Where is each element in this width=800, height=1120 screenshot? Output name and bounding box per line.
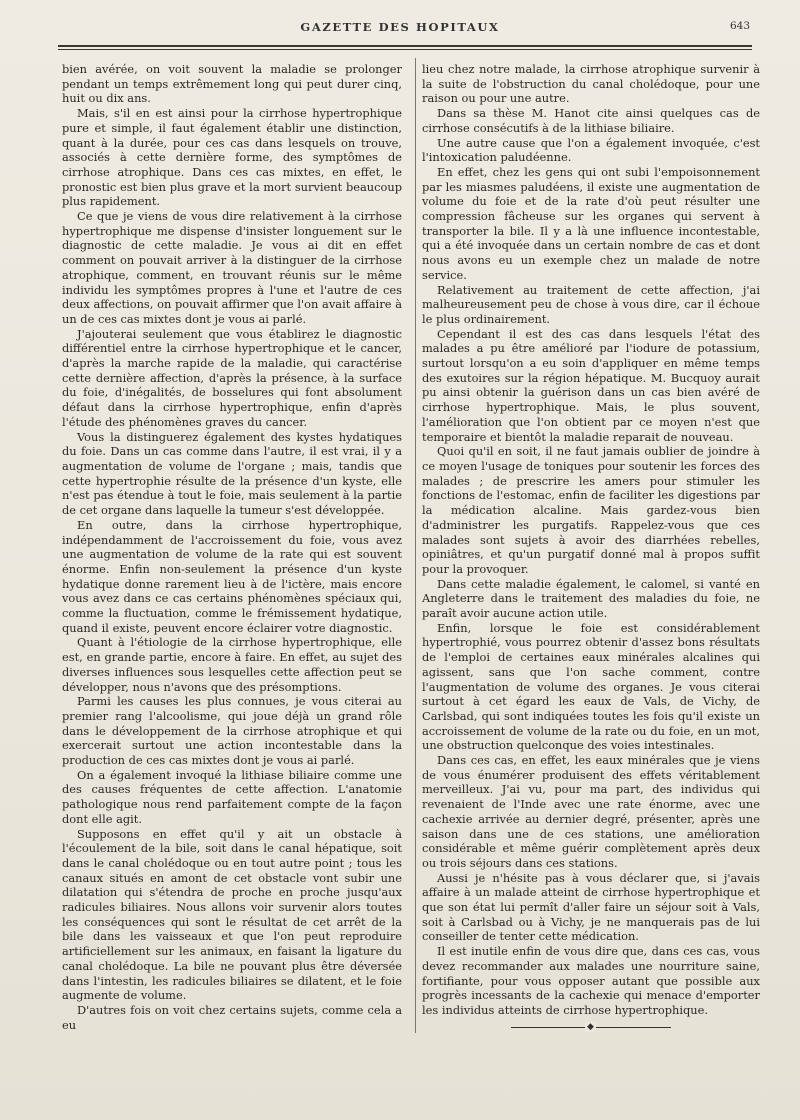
paragraph: J'ajouterai seulement que vous établirez le diagnostic différentiel entre la cirrhose hypertrophique et le cancer, d'après la marche rapide de la maladie, qui caractérise cette dernière affection, d'après la présence, à la surface du foie, d'inégalités, de bosselures qui font absolument défaut dans la cirrhose hypertrophique, enfin d'après l'étude des phénomènes graves du cancer. [62, 326, 402, 429]
end-ornament [511, 1022, 671, 1032]
journal-title: GAZETTE DES HOPITAUX [300, 20, 500, 34]
paragraph: Ce que je viens de vous dire relativement à la cirrhose hypertrophique me dispense d'insister longuement sur le diagnostic de cette maladie. Je vous ai dit en effet comment on pouvait arriver à la distinguer de la cirrhose atrophique, comment, en trouvant réunis sur le même individu les symptômes propres à l'une et l'autre de ces deux affections, on pouvait affirmer que l'on avait affaire à un de ces cas mixtes dont je vous ai parlé. [62, 209, 402, 326]
paragraph: Quant à l'étiologie de la cirrhose hypertrophique, elle est, en grande partie, encore à faire. En effet, au sujet des diverses influences sous lesquelles cette affection peut se développer, nous n'avons que des présomptions. [62, 635, 402, 694]
paragraph: Parmi les causes les plus connues, je vous citerai au premier rang l'alcoolisme, qui joue déjà un grand rôle dans le développement de la cirrhose atrophique et qui exercerait surtout une action incontestable dans la production de ces cas mixtes dont je vous ai parlé. [62, 694, 402, 768]
paragraph: Supposons en effet qu'il y ait un obstacle à l'écoulement de la bile, soit dans le canal hépatique, soit dans le canal cholédoque ou en tout autre point ; tous les canaux situés en amont de cet obstacle vont subir une dilatation qui s'étendra de proche en proche jusqu'aux radicules biliaires. Nous allons voir survenir alors toutes les conséquences qui sont le résultat de cet arrêt de la bile dans les vaisseaux et que l'on peut reproduire artificiellement sur les animaux, en faisant la ligature du canal cholédoque. La bile ne pouvant plus être déversée dans l'intestin, les radicules biliaires se dilatent, et le foie augmente de volume. [62, 826, 402, 1003]
paragraph: Dans cette maladie également, le calomel, si vanté en Angleterre dans le traitement des maladies du foie, ne paraît avoir aucune action utile. [422, 576, 760, 621]
right-column [422, 62, 760, 1037]
paragraph: bien avérée, on voit souvent la maladie se prolonger pendant un temps extrêmement long qui peut durer cinq, huit ou dix ans. [62, 62, 402, 106]
paragraph: Une autre cause que l'on a également invoquée, c'est l'intoxication paludéenne. [422, 135, 760, 165]
paragraph: Cependant il est des cas dans lesquels l'état des malades a pu être amélioré par l'iodure de potassium, surtout lorsqu'on a eu soin d'appliquer en même temps des exutoires sur la région hépatique. M. Bucquoy aurait pu ainsi obtenir la guérison dans un cas bien avéré de cirrhose hypertrophique. Mais, le plus souvent, l'amélioration que l'on obtient par ce moyen n'est que temporaire et bientôt la maladie reparait de nouveau. [422, 326, 760, 444]
paragraph: Enfin, lorsque le foie est considérablement hypertrophié, vous pourrez obtenir d'assez bons résultats de l'emploi de certaines eaux minérales alcalines qui agissent, sans que l'on sache comment, contre l'augmentation de volume des organes. Je vous citerai surtout à cet égard les eaux de Vals, de Vichy, de Carlsbad, qui sont indiquées toutes les fois qu'il existe un accroissement de volume de la rate ou du foie, en un mot, une obstruction quelconque des voies intestinales. [422, 620, 760, 753]
paragraph: En outre, dans la cirrhose hypertrophique, indépendamment de l'accroissement du foie, vous avez une augmentation de volume de la rate qui est souvent énorme. Enfin non-seulement la présence d'un kyste hydatique donne rarement lieu à de l'ictère, mais encore vous avez dans ce cas certains phénomènes spéciaux qui, comme la fluctuation, comme le frémissement hydatique, quand il existe, peuvent encore éclairer votre diagnostic. [62, 517, 402, 635]
paragraph: Aussi je n'hésite pas à vous déclarer que, si j'avais affaire à un malade atteint de cirrhose hypertrophique et que son état lui permît d'aller faire un séjour soit à Vals, soit à Carlsbad ou à Vichy, je ne manquerais pas de lui conseiller de tenter cette médication. [422, 870, 760, 944]
paragraph: Relativement au traitement de cette affection, j'ai malheureusement peu de chose à vous dire, car il échoue le plus ordinairement. [422, 282, 760, 326]
page-number: 643 [729, 20, 750, 32]
header-rule-thin [58, 49, 752, 50]
paragraph: Il est inutile enfin de vous dire que, dans ces cas, vous devez recommander aux malades une nourriture saine, fortifiante, pour vous opposer autant que possible aux progrès incessants de la cachexie qui menace d'emporter les individus atteints de cirrhose hypertrophique. [422, 944, 760, 1017]
paragraph: On a également invoqué la lithiase biliaire comme une des causes fréquentes de cette affection. L'anatomie pathologique nous rend parfaitement compte de la façon dont elle agit. [62, 767, 402, 826]
paragraph: lieu chez notre malade, la cirrhose atrophique survenir à la suite de l'obstruction du canal cholédoque, pour une raison ou pour une autre. [422, 62, 760, 106]
paragraph: Mais, s'il en est ainsi pour la cirrhose hypertrophique pure et simple, il faut également établir une distinction, quant à la durée, pour ces cas dans lesquels on trouve, associés à cette dernière forme, des symptômes de cirrhose atrophique. Dans ces cas mixtes, en effet, le pronostic est bien plus grave et la mort survient beaucoup plus rapidement. [62, 106, 402, 209]
paragraph: Quoi qu'il en soit, il ne faut jamais oublier de joindre à ce moyen l'usage de toniques pour soutenir les forces des malades ; de prescrire les amers pour stimuler les fonctions de l'estomac, enfin de faciliter les digestions par la médication alcaline. Mais gardez-vous bien d'administrer les purgatifs. Rappelez-vous que ces malades sont sujets à avoir des diarrhées rebelles, opiniâtres, et qu'un purgatif donné mal à propos suffit pour la provoquer. [422, 444, 760, 576]
paragraph: Dans ces cas, en effet, les eaux minérales que je viens de vous énumérer produisent des effets véritablement merveilleux. J'ai vu, pour ma part, des individus qui revenaient de l'Inde avec une rate énorme, avec une cachexie arrivée au dernier degré, présenter, après une saison dans une de ces stations, une amélioration considérable et même guérir complètement après deux ou trois séjours dans ces stations. [422, 753, 760, 870]
paragraph: En effet, chez les gens qui ont subi l'empoisonnement par les miasmes paludéens, il existe une augmentation de volume du foie et de la rate d'où peut résulter une compression fâcheuse sur les organes qui servent à transporter la bile. Il y a là une influence incontestable, qui a été invoquée dans un certain nombre de cas et dont nous avons eu un exemple chez un malade de notre service. [422, 164, 760, 282]
header-rule-thick [58, 45, 752, 47]
column-separator [415, 58, 416, 1033]
diamond-icon: ◆ [587, 1021, 594, 1032]
left-column [62, 62, 402, 1037]
paragraph: Dans sa thèse M. Hanot cite ainsi quelques cas de cirrhose consécutifs à de la lithiase biliaire. [422, 106, 760, 135]
running-head [0, 20, 800, 40]
paragraph: Vous la distinguerez également des kystes hydatiques du foie. Dans un cas comme dans l'autre, il est vrai, il y a augmentation de volume de l'organe ; mais, tandis que cette hypertrophie résulte de la présence d'un kyste, elle n'est pas étendue à tout le foie, mais seulement à la partie de cet organe dans laquelle la tumeur s'est développée. [62, 429, 402, 518]
paragraph: D'autres fois on voit chez certains sujets, comme cela a eu [62, 1003, 402, 1032]
